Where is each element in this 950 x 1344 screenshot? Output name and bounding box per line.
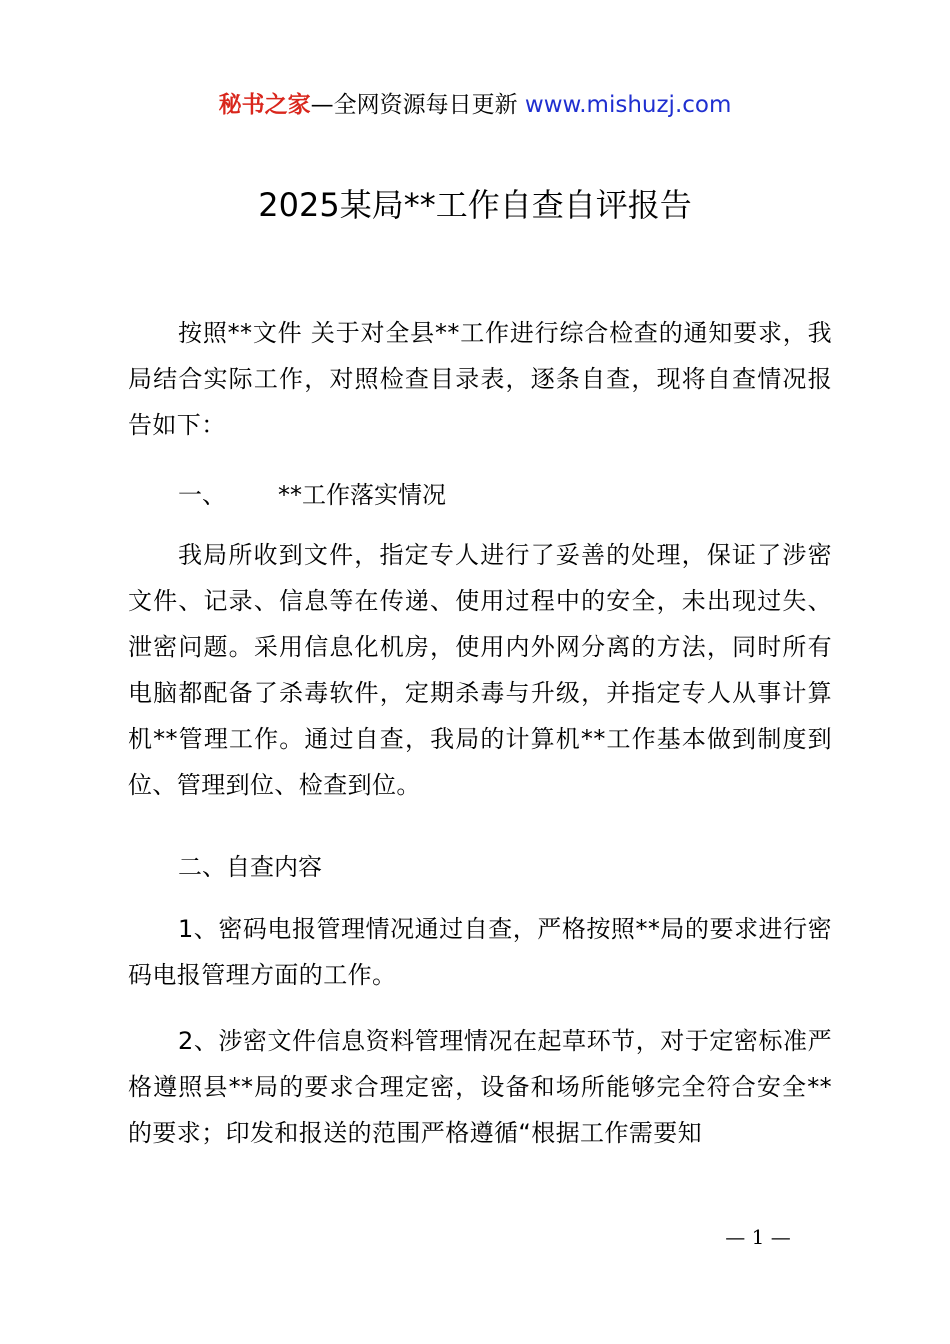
item-1-paragraph: 1、密码电报管理情况通过自查，严格按照**局的要求进行密码电报管理方面的工作。 — [128, 915, 832, 989]
section-2-heading: 二、自查内容 — [178, 853, 322, 881]
section-1-body-block — [128, 532, 832, 808]
document-title: 2025某局**工作自查自评报告 — [258, 186, 692, 224]
item-2-paragraph: 2、涉密文件信息资料管理情况在起草环节，对于定密标准严格遵照县**局的要求合理定密，设备和场所能够完全符合安全**的要求；印发和报送的范围严格遵循“根据工作需要知 — [128, 1027, 832, 1147]
page-number: — 1 — — [725, 1225, 791, 1249]
item-1-block — [128, 906, 832, 998]
intro-paragraph-block — [128, 310, 832, 448]
section-1-number: 一、 — [178, 481, 226, 509]
item-2-block — [128, 1018, 832, 1156]
site-header — [0, 88, 950, 122]
section-1-title: **工作落实情况 — [278, 481, 446, 509]
intro-paragraph: 按照**文件 关于对全县**工作进行综合检查的通知要求，我局结合实际工作，对照检查目录表，逐条自查，现将自查情况报告如下： — [128, 319, 832, 439]
brand-name: 秘书之家 — [218, 92, 311, 118]
header-tagline: —全网资源每日更新 — [310, 92, 525, 118]
section-1-paragraph: 我局所收到文件，指定专人进行了妥善的处理，保证了涉密文件、记录、信息等在传递、使用过程中的安全，未出现过失、泄密问题。采用信息化机房，使用内外网分离的方法，同时所有电脑都配备了杀毒软件，定期杀毒与升级，并指定专人从事计算机**管理工作。通过自查，我局的计算机**工作基本做到制度到位、管理到位、检查到位。 — [128, 541, 832, 799]
section-1-heading — [178, 472, 446, 518]
site-url-link[interactable]: www.mishuzj.com — [524, 92, 732, 118]
